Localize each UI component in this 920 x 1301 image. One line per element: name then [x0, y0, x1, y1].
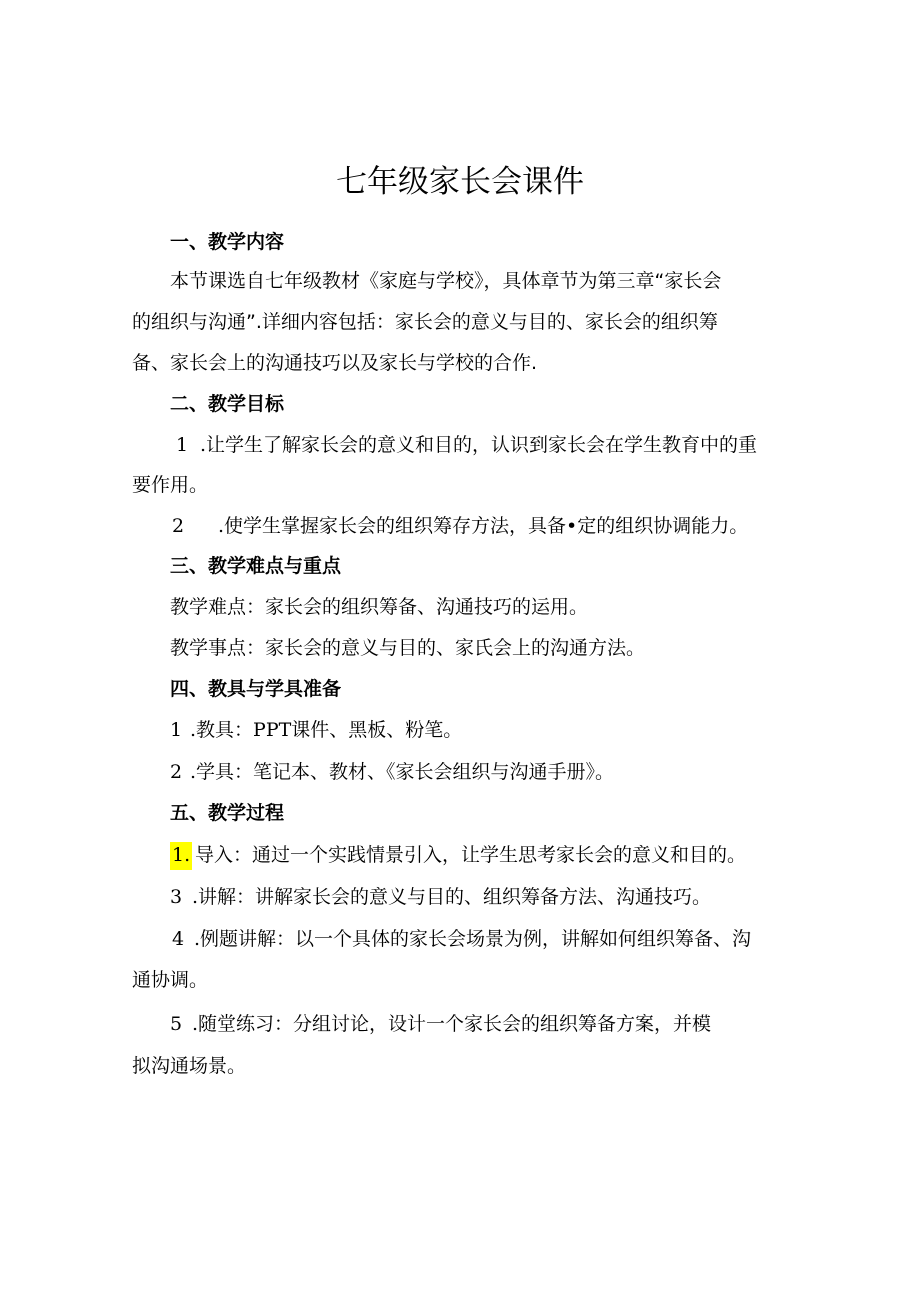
list-number: 2	[172, 515, 185, 537]
highlight-mark: 1.	[170, 842, 192, 870]
paragraph-line: 备、家长会上的沟通技巧以及家长与学校的合作.	[132, 352, 538, 374]
section-heading-tools: 四、教具与学具准备	[170, 678, 342, 700]
section-heading-process: 五、教学过程	[170, 802, 285, 824]
list-item-text: .例题讲解：以一个具体的家长会场景为例，讲解如何组织筹备、沟	[194, 928, 752, 950]
section-heading-content: 一、教学内容	[170, 231, 285, 253]
list-item-text: .讲解：讲解家长会的意义与目的、组织筹备方法、沟通技巧。	[192, 886, 712, 908]
list-number: 1	[170, 719, 183, 741]
list-number: 5	[170, 1013, 183, 1035]
list-item-text: .随堂练习：分组讨论，设计一个家长会的组织筹备方案，并模	[192, 1013, 712, 1035]
list-item-text: 通协调。	[132, 969, 209, 991]
paragraph-line: 本节课选自七年级教材《家庭与学校》，具体章节为第三章“家长会	[170, 270, 722, 292]
list-item-text: .教具：PPT课件、黑板、粉笔。	[190, 719, 463, 741]
list-number: 1	[176, 434, 189, 456]
paragraph-line: 的组织与沟通”.详细内容包括：家长会的意义与目的、家长会的组织筹	[132, 311, 718, 333]
document-title: 七年级家长会课件	[336, 164, 584, 200]
list-item-text: .学具：笔记本、教材、《家长会组织与沟通手册》。	[190, 761, 615, 783]
section-heading-key-points: 三、教学难点与重点	[170, 555, 342, 577]
paragraph-line: 教学事点：家长会的意义与目的、家氏会上的沟通方法。	[170, 637, 646, 659]
list-item-text: 导入：通过一个实践情景引入，让学生思考家长会的意义和目的。	[195, 844, 747, 866]
list-item-text: .使学生掌握家长会的组织筹存方法，具备•定的组织协调能力。	[218, 515, 749, 537]
list-item-text: .让学生了解家长会的意义和目的，认识到家长会在学生教育中的重	[200, 434, 758, 456]
list-number: 4	[172, 928, 185, 950]
list-number: 2	[170, 761, 183, 783]
section-heading-objectives: 二、教学目标	[170, 393, 285, 415]
list-number: 3	[170, 886, 183, 908]
list-item-text: 拟沟通场景。	[132, 1055, 247, 1077]
list-item-text: 要作用。	[132, 474, 209, 496]
list-number-highlighted	[170, 842, 192, 868]
paragraph-line: 教学难点：家长会的组织筹备、沟通技巧的运用。	[170, 596, 589, 618]
